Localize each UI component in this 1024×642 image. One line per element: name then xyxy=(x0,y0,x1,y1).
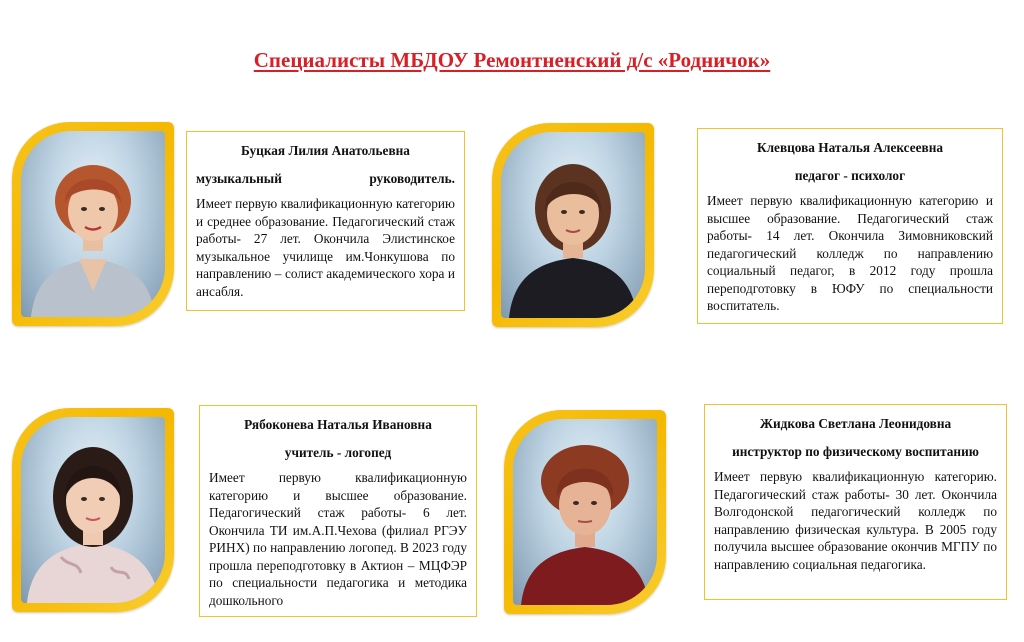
specialist-name: Буцкая Лилия Анатольевна xyxy=(241,143,410,158)
specialist-role: музыкальный руководитель. xyxy=(196,170,455,186)
specialist-role: инструктор по физическому воспитанию xyxy=(732,443,979,459)
portrait-photo xyxy=(21,131,165,317)
portrait-illustration xyxy=(513,419,657,605)
specialist-description: Имеет первую квалификационную категорию и высшее образование. Педагогический стаж работы- 6 лет. Окончила ТИ им.А.П.Чехова (филиал РГЭУ РИНХ) по направлению логопед. В 2023 году прошла переподготовку в Актион – МЦФЭР по специальности педагогика и методика дошкольного xyxy=(209,470,467,608)
specialist-card xyxy=(199,405,477,617)
specialist-description: Имеет первую квалификационную категорию. Педагогический стаж работы- 30 лет. Окончила Волгодонской педагогический колледж по направлению физическая культура. В 2005 году получила высшее образование окончив МГПУ по направлению социальная педагогика. xyxy=(714,469,997,572)
specialist-description: Имеет первую квалификационную категорию и среднее образование. Педагогический стаж работы- 27 лет. Окончила Элистинское музыкальное училище им.Чонкушова по направлению – солист академического хора и ансабля. xyxy=(196,196,455,299)
portrait-illustration xyxy=(21,417,165,603)
specialist-name: Клевцова Наталья Алексеевна xyxy=(756,140,944,155)
specialist-description: Имеет первую квалификационную категорию и высшее образование. Педагогический стаж работы- 14 лет. Окончила Зимовниковский педагогический колледж по направлению социальный педагог, в 2012 году прошла переподготовку в ЮФУ по специальности воспитатель. xyxy=(707,193,993,313)
portrait-photo xyxy=(513,419,657,605)
photo-frame xyxy=(492,123,654,327)
photo-frame xyxy=(504,410,666,614)
photo-frame xyxy=(12,408,174,612)
photo-frame xyxy=(12,122,174,326)
specialist-role: педагог - психолог xyxy=(794,167,906,183)
specialist-role: учитель - логопед xyxy=(284,444,392,460)
portrait-photo xyxy=(501,132,645,318)
specialist-card xyxy=(697,128,1003,324)
page-title: Специалисты МБДОУ Ремонтненский д/с «Родничок» xyxy=(253,48,771,72)
specialist-name: Жидкова Светлана Леонидовна xyxy=(759,416,952,431)
specialist-card xyxy=(186,131,465,311)
portrait-photo xyxy=(21,417,165,603)
portrait-illustration xyxy=(21,131,165,317)
portrait-illustration xyxy=(501,132,645,318)
specialist-card xyxy=(704,404,1007,600)
specialist-name: Рябоконева Наталья Ивановна xyxy=(244,417,432,432)
